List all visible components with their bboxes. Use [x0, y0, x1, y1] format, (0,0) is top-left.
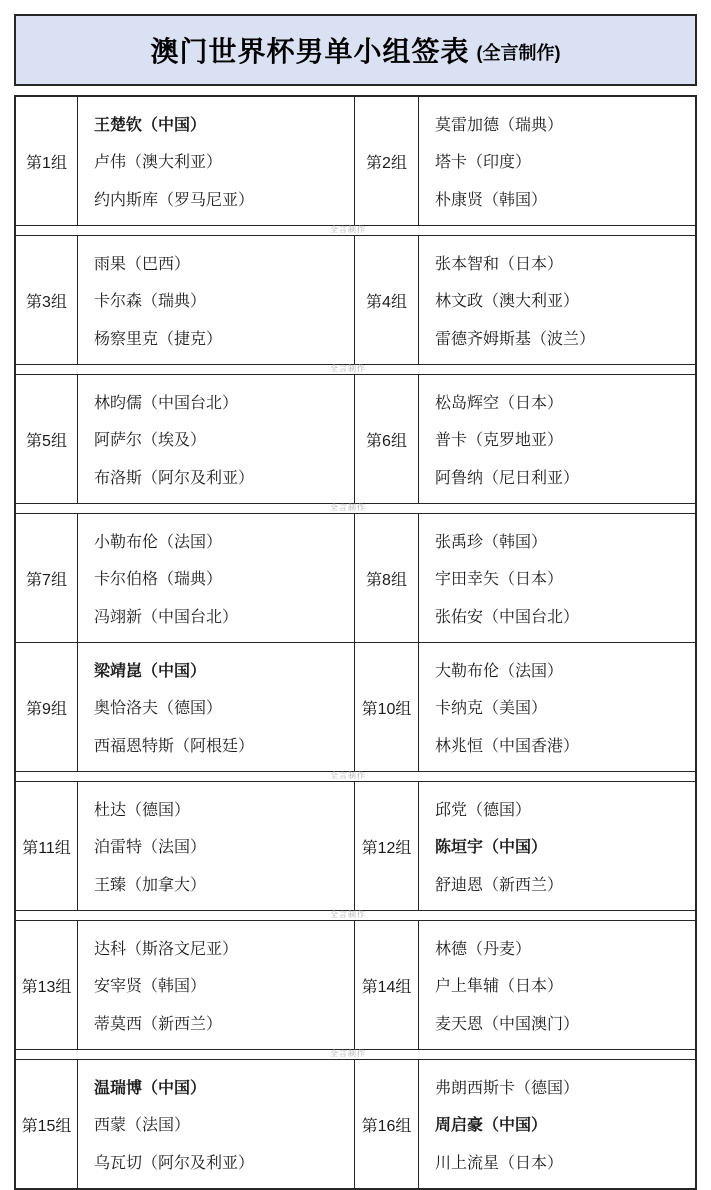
group-label: 第13组 [16, 921, 78, 1049]
player-name: 乌瓦切（阿尔及利亚） [94, 1154, 255, 1172]
player-name: 卡尔伯格（瑞典） [94, 571, 223, 589]
group-label: 第15组 [16, 1060, 78, 1188]
player-name: 林德（丹麦） [435, 941, 532, 959]
watermark: 全言制作 [330, 771, 366, 780]
player-name: 张本智和（日本） [435, 256, 564, 274]
player-name: 王臻（加拿大） [94, 876, 207, 894]
group-players-cell [419, 921, 695, 1049]
table-row [16, 97, 695, 226]
player-name: 宇田幸矢（日本） [435, 571, 564, 589]
player-name: 周启豪（中国） [435, 1117, 548, 1135]
row-separator [16, 365, 695, 375]
group-players-cell [419, 514, 695, 642]
draw-sheet [14, 14, 697, 1190]
row-separator [16, 226, 695, 236]
player-name: 大勒布伦（法国） [435, 663, 564, 681]
group-players-cell [78, 1060, 355, 1188]
player-name: 王楚钦（中国） [94, 117, 207, 135]
player-name: 张佑安（中国台北） [435, 608, 580, 626]
table-row [16, 782, 695, 911]
player-name: 冯翊新（中国台北） [94, 608, 239, 626]
player-name: 西蒙（法国） [94, 1117, 191, 1135]
player-name: 张禹珍（韩国） [435, 534, 548, 552]
group-label: 第14组 [355, 921, 419, 1049]
group-label: 第11组 [16, 782, 78, 910]
player-name: 雨果（巴西） [94, 256, 191, 274]
watermark: 全言制作 [330, 503, 366, 512]
group-players-cell [78, 236, 355, 364]
group-players-cell [78, 97, 355, 225]
group-players-cell [419, 236, 695, 364]
row-separator [16, 504, 695, 514]
player-name: 安宰贤（韩国） [94, 978, 207, 996]
player-name: 杜达（德国） [94, 802, 191, 820]
player-name: 达科（斯洛文尼亚） [94, 941, 239, 959]
group-label: 第12组 [355, 782, 419, 910]
title-credit: (全言制作) [476, 43, 561, 63]
player-name: 杨察里克（捷克） [94, 330, 223, 348]
group-players-cell [78, 643, 355, 771]
groups-table [14, 95, 697, 1190]
group-players-cell [419, 782, 695, 910]
group-players-cell [78, 921, 355, 1049]
player-name: 温瑞博（中国） [94, 1080, 207, 1098]
player-name: 西福恩特斯（阿根廷） [94, 737, 255, 755]
player-name: 林昀儒（中国台北） [94, 395, 239, 413]
player-name: 塔卡（印度） [435, 154, 532, 172]
title-bar [14, 14, 697, 86]
group-label: 第3组 [16, 236, 78, 364]
player-name: 布洛斯（阿尔及利亚） [94, 469, 255, 487]
group-label: 第8组 [355, 514, 419, 642]
group-players-cell [419, 643, 695, 771]
player-name: 卢伟（澳大利亚） [94, 154, 223, 172]
group-label: 第7组 [16, 514, 78, 642]
group-label: 第5组 [16, 375, 78, 503]
group-players-cell [78, 782, 355, 910]
player-name: 雷德齐姆斯基（波兰） [435, 330, 596, 348]
player-name: 约内斯库（罗马尼亚） [94, 191, 255, 209]
group-label: 第1组 [16, 97, 78, 225]
player-name: 小勒布伦（法国） [94, 534, 223, 552]
group-label: 第9组 [16, 643, 78, 771]
table-row [16, 643, 695, 772]
group-label: 第10组 [355, 643, 419, 771]
watermark: 全言制作 [330, 225, 366, 234]
table-row [16, 1060, 695, 1188]
player-name: 莫雷加德（瑞典） [435, 117, 564, 135]
player-name: 弗朗西斯卡（德国） [435, 1080, 580, 1098]
table-row [16, 236, 695, 365]
table-row [16, 514, 695, 643]
player-name: 麦天恩（中国澳门） [435, 1015, 580, 1033]
row-separator [16, 911, 695, 921]
page-title: 澳门世界杯男单小组签表 [150, 36, 470, 67]
player-name: 普卡（克罗地亚） [435, 432, 564, 450]
player-name: 卡尔森（瑞典） [94, 293, 207, 311]
player-name: 朴康贤（韩国） [435, 191, 548, 209]
group-label: 第2组 [355, 97, 419, 225]
group-players-cell [419, 1060, 695, 1188]
group-label: 第6组 [355, 375, 419, 503]
player-name: 卡纳克（美国） [435, 700, 548, 718]
player-name: 林文政（澳大利亚） [435, 293, 580, 311]
player-name: 舒迪恩（新西兰） [435, 876, 564, 894]
player-name: 泊雷特（法国） [94, 839, 207, 857]
player-name: 林兆恒（中国香港） [435, 737, 580, 755]
group-label: 第4组 [355, 236, 419, 364]
player-name: 陈垣宇（中国） [435, 839, 548, 857]
table-row [16, 921, 695, 1050]
table-row [16, 375, 695, 504]
group-label: 第16组 [355, 1060, 419, 1188]
group-players-cell [78, 514, 355, 642]
watermark: 全言制作 [330, 364, 366, 373]
player-name: 阿鲁纳（尼日利亚） [435, 469, 580, 487]
watermark: 全言制作 [330, 910, 366, 919]
player-name: 奥恰洛夫（德国） [94, 700, 223, 718]
player-name: 阿萨尔（埃及） [94, 432, 207, 450]
player-name: 松岛辉空（日本） [435, 395, 564, 413]
group-players-cell [78, 375, 355, 503]
group-players-cell [419, 375, 695, 503]
player-name: 蒂莫西（新西兰） [94, 1015, 223, 1033]
player-name: 川上流星（日本） [435, 1154, 564, 1172]
group-players-cell [419, 97, 695, 225]
player-name: 梁靖崑（中国） [94, 663, 207, 681]
watermark: 全言制作 [330, 1049, 366, 1058]
row-separator [16, 1050, 695, 1060]
player-name: 邱党（德国） [435, 802, 532, 820]
player-name: 户上隼辅（日本） [435, 978, 564, 996]
row-separator [16, 772, 695, 782]
